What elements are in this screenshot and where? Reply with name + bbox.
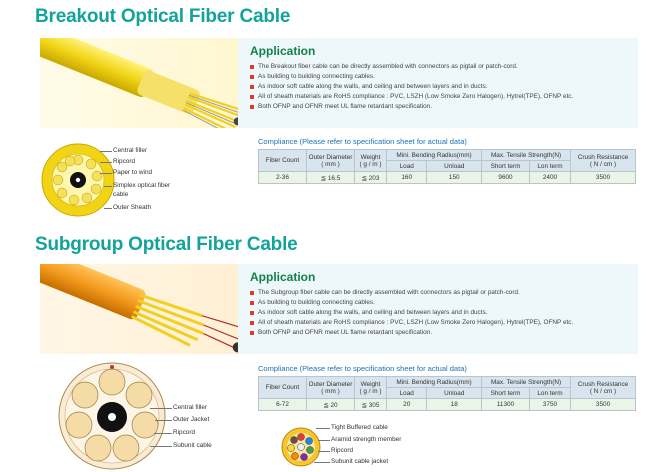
cell: ≦ 20: [307, 399, 355, 411]
col-outer-diameter: Outer Diameter ( mm ): [307, 150, 355, 172]
table-row: [259, 399, 636, 411]
col-unload: Unload: [427, 388, 482, 399]
subunit-label-jacket: Subunit cable jacket: [331, 458, 389, 465]
cell: 11300: [482, 399, 530, 411]
application-bullet: The Breakout fiber cable can be directly assembled with connectors as pigtail or patch-cord.: [250, 62, 630, 72]
diagram-label-ripcord: Ripcord: [113, 158, 136, 165]
section-title-breakout: Breakout Optical Fiber Cable: [35, 6, 291, 27]
application-heading: Application: [250, 270, 316, 284]
application-bullet: All of sheath materials are RoHS compliance : PVC, LSZH (Low Smoke Zero Halogen), Hytrel(TPE), OFNP etc.: [250, 318, 630, 328]
table-row: [259, 172, 636, 184]
application-bullet: Both OFNP and OFNR meet UL flame retardant specification.: [250, 102, 630, 112]
col-tensile-strength: Max. Tensile Strength(N): [482, 377, 571, 388]
col-long-term: Lon term: [529, 161, 570, 172]
application-heading: Application: [250, 44, 316, 58]
col-outer-diameter: Outer Diameter ( mm ): [307, 377, 355, 399]
application-bullet: As building to building connecting cables.: [250, 298, 630, 308]
application-bullet: As indoor soft cable along the walls, and ceiling and between layers and in ducts.: [250, 82, 630, 92]
subunit-label-ripcord: Ripcord: [331, 447, 354, 454]
cell: ≦ 16.5: [307, 172, 355, 184]
application-banner-breakout: [40, 38, 638, 128]
diagram-label-outer-jacket: Outer Jacket: [173, 416, 210, 423]
cell: ≦ 305: [355, 399, 387, 411]
col-crush-resistance: Crush Resistance ( N / cm ): [571, 150, 636, 172]
diagram-label-paper-to-wind: Paper to wind: [113, 169, 153, 176]
compliance-note: Compliance (Please refer to specification sheet for actual data): [258, 137, 467, 146]
cell: 9600: [482, 172, 530, 184]
col-load: Load: [387, 388, 427, 399]
application-list: [250, 288, 630, 338]
col-tensile-strength: Max. Tensile Strength(N): [482, 150, 571, 161]
application-bullet: All of sheath materials are RoHS compliance : PVC, LSZH (Low Smoke Zero Halogen), Hytrel(TPE), OFNP etc.: [250, 92, 630, 102]
cell: 3750: [529, 399, 570, 411]
col-short-term: Short term: [482, 388, 530, 399]
cell: 6-72: [259, 399, 307, 411]
breakout-cable-photo: [40, 38, 238, 128]
cell: 150: [427, 172, 482, 184]
col-bending-radius: Mini. Bending Radius(mm): [387, 150, 482, 161]
cell: 3500: [571, 172, 636, 184]
application-bullet: As building to building connecting cables.: [250, 72, 630, 82]
diagram-label-central-filler: Central filler: [173, 404, 208, 411]
diagram-label-cable: cable: [113, 191, 129, 198]
application-list: [250, 62, 630, 112]
col-bending-radius: Mini. Bending Radius(mm): [387, 377, 482, 388]
col-fiber-count: Fiber Count: [259, 377, 307, 399]
col-weight: Weight ( g / m ): [355, 150, 387, 172]
diagram-label-outer-sheath: Outer Sheath: [113, 204, 152, 211]
spec-table-subgroup: [258, 376, 636, 411]
col-unload: Unload: [427, 161, 482, 172]
application-bullet: The Subgroup fiber cable can be directly assembled with connectors as pigtail or patch-cord.: [250, 288, 630, 298]
subgroup-cable-photo: [40, 264, 238, 354]
compliance-note: Compliance (Please refer to specification sheet for actual data): [258, 364, 467, 373]
diagram-label-central-filler: Central filler: [113, 147, 148, 154]
application-banner-subgroup: [40, 264, 638, 354]
cell: 20: [387, 399, 427, 411]
col-short-term: Short term: [482, 161, 530, 172]
col-long-term: Lon term: [529, 388, 570, 399]
cell: 2400: [529, 172, 570, 184]
cell: 2-36: [259, 172, 307, 184]
cell: 3500: [571, 399, 636, 411]
diagram-label-subunit-cable: Subunit cable: [173, 442, 212, 449]
section-title-subgroup: Subgroup Optical Fiber Cable: [35, 234, 298, 255]
cell: ≦ 203: [355, 172, 387, 184]
spec-table-breakout: [258, 149, 636, 184]
col-weight: Weight ( g / m ): [355, 377, 387, 399]
col-load: Load: [387, 161, 427, 172]
cell: 160: [387, 172, 427, 184]
diagram-label-ripcord: Ripcord: [173, 429, 196, 436]
col-fiber-count: Fiber Count: [259, 150, 307, 172]
subunit-label-aramid: Aramid strength member: [331, 436, 402, 443]
diagram-label-simplex-fiber: Simplex optical fiber: [113, 182, 171, 189]
subunit-label-tight-buffered: Tight Buffered cable: [331, 424, 388, 431]
application-bullet: As indoor soft cable along the walls, and ceiling and between layers and in ducts.: [250, 308, 630, 318]
cell: 18: [427, 399, 482, 411]
application-bullet: Both OFNP and OFNR meet UL flame retardant specification.: [250, 328, 630, 338]
col-crush-resistance: Crush Resistance ( N / cm ): [571, 377, 636, 399]
subgroup-cross-section-diagram: [56, 360, 168, 472]
